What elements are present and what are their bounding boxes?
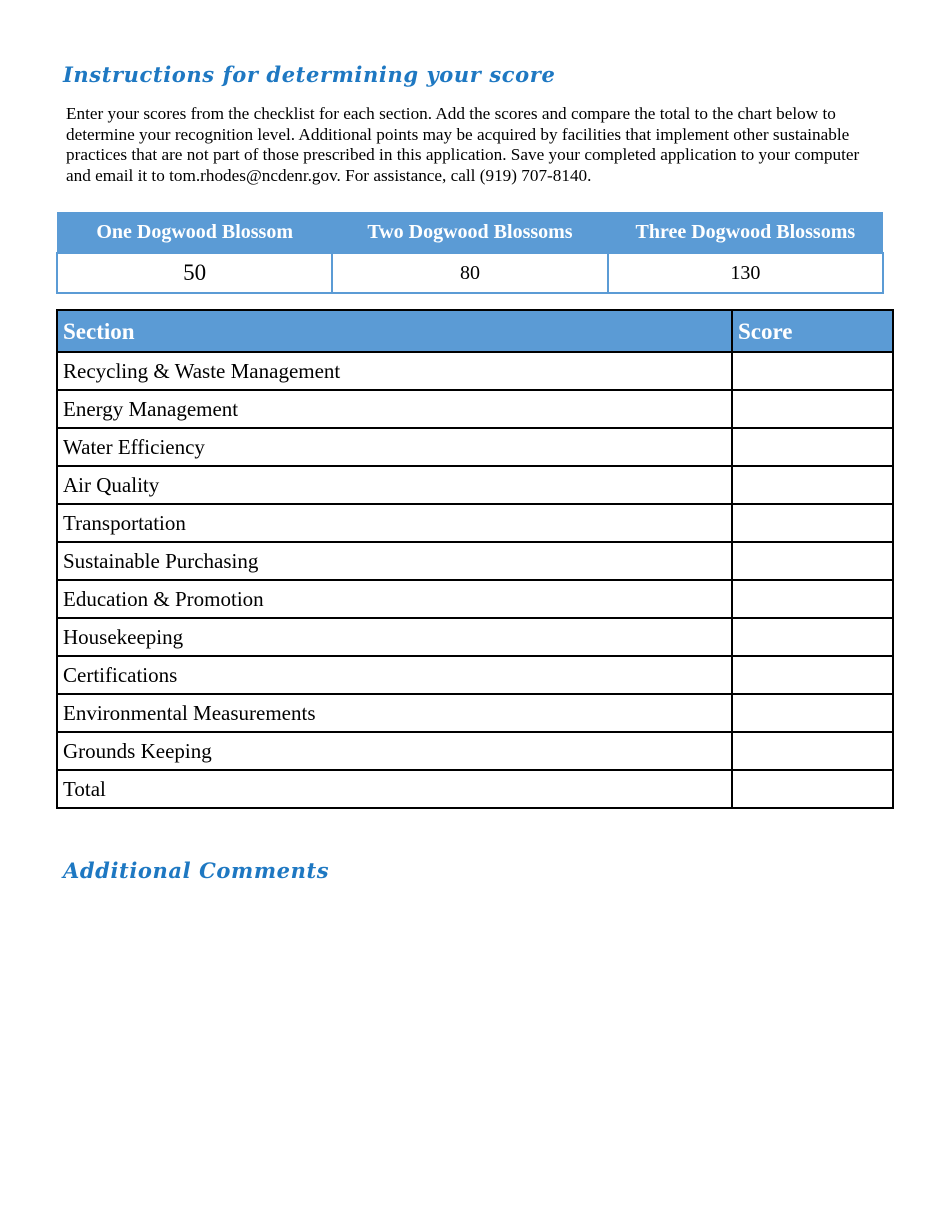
section-name: Certifications [57,656,732,694]
table-row [57,352,893,390]
score-field[interactable] [732,428,893,466]
score-field[interactable] [732,466,893,504]
score-field[interactable] [732,656,893,694]
section-name: Education & Promotion [57,580,732,618]
table-row [57,656,893,694]
section-name: Environmental Measurements [57,694,732,732]
score-field[interactable] [732,390,893,428]
score-field[interactable] [732,352,893,390]
instructions-paragraph: Enter your scores from the checklist for each section. Add the scores and compare the total to the chart below to determine your recognition level. Additional points may be acquired by facilities that implement other sustainable practices that are not part of those prescribed in this application. Save your completed application to your computer and email it to tom.rhodes@ncdenr.gov. For assistance, call (919) 707-8140. [66,104,860,185]
section-name: Grounds Keeping [57,732,732,770]
score-field[interactable] [732,618,893,656]
level-header-two: Two Dogwood Blossoms [332,212,607,253]
level-points-three: 130 [608,253,883,293]
section-name: Water Efficiency [57,428,732,466]
score-column-header: Score [732,310,893,352]
score-field[interactable] [732,694,893,732]
section-name: Energy Management [57,390,732,428]
section-column-header: Section [57,310,732,352]
table-row [57,542,893,580]
score-field[interactable] [732,580,893,618]
table-row [57,618,893,656]
table-row [57,466,893,504]
level-points-two: 80 [332,253,607,293]
recognition-levels-table [56,212,884,294]
level-header-one: One Dogwood Blossom [57,212,332,253]
section-name: Housekeeping [57,618,732,656]
table-row [57,390,893,428]
level-points-one: 50 [57,253,332,293]
score-field[interactable] [732,504,893,542]
table-row [57,732,893,770]
section-name: Recycling & Waste Management [57,352,732,390]
score-field[interactable] [732,542,893,580]
table-row [57,770,893,808]
section-name: Air Quality [57,466,732,504]
section-name: Total [57,770,732,808]
section-name: Transportation [57,504,732,542]
total-score-field[interactable] [732,770,893,808]
section-name: Sustainable Purchasing [57,542,732,580]
score-field[interactable] [732,732,893,770]
table-row [57,580,893,618]
table-row [57,428,893,466]
level-header-three: Three Dogwood Blossoms [608,212,883,253]
instructions-heading: Instructions for determining your score [63,62,556,87]
table-row [57,694,893,732]
section-score-table [56,309,894,809]
additional-comments-heading: Additional Comments [63,858,330,883]
table-row [57,504,893,542]
